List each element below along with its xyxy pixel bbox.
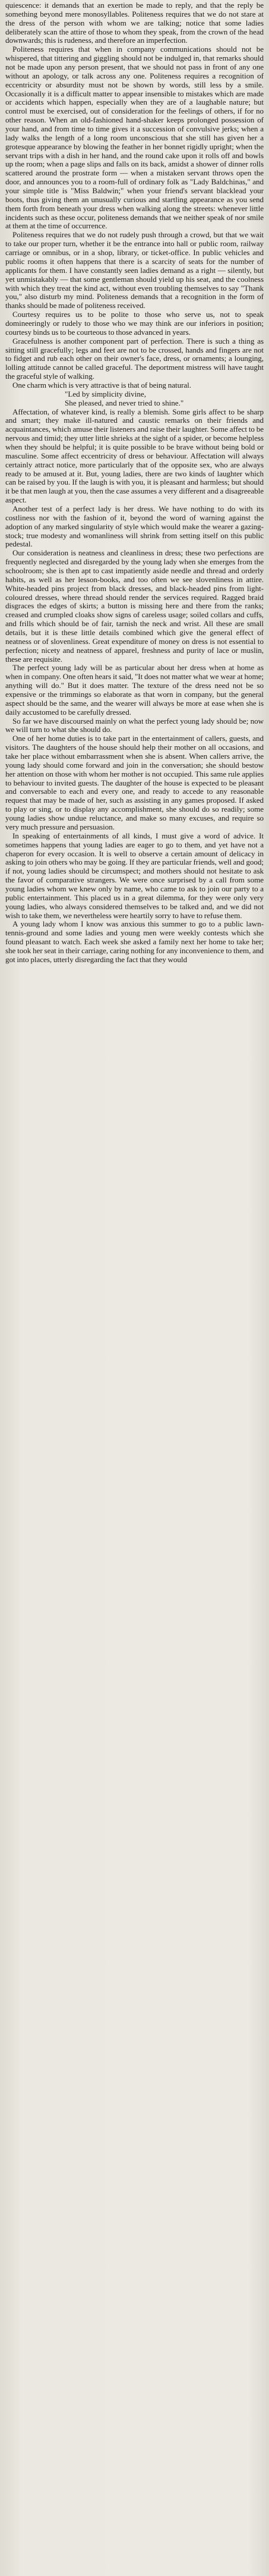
paragraph: quiescence: it demands that an exertion be made to reply, and that the reply be something beyond mere monosyllables. Politeness requires that we do not stare at the dress of the person with whom we are talking; notice that some ladies deliberately scan the attire of those to whom they speak, from the crown of the head downwards; this is rudeness, and therefore an imperfection. bbox=[5, 1, 264, 45]
paragraph: Our consideration is neatness and cleanliness in dress; these two perfections are frequently neglected and disregarded by the young lady when she emerges from the schoolroom; she is then apt to cast impatiently aside needle and thread and orderly habits, as well as her lesson-books, and too often we see slovenliness in attire. White-headed pins project from black dresses, and black-headed pins from light-coloured dresses, where thread should render the services required. Ragged braid disgraces the edges of skirts; a button is missing here and there from the ranks; creased and crumpled cloaks show signs of careless usage; soiled collars and cuffs, and frills which should be of fair, tarnish the neck and wrist. All these are small details, but it is these little details combined which give the general effect of neatness or of slovenliness. Great expenditure of money on dress is not essential to perfection; nicety and neatness of apparel, freshness and purity of lace or muslin, these are requisite. bbox=[5, 548, 264, 664]
paragraph: Courtesy requires us to be polite to those who serve us, not to speak domineeringly or rudely to those who we may think are our inferiors in position; courtesy binds us to be courteous to those advanced in years. bbox=[5, 310, 264, 337]
paragraph: Another test of a perfect lady is her dress. We have nothing to do with its costliness nor with the fashion of it, beyond the word of warning against the adoption of any marked singularity of style which would make the wearer a gazing-stock; true modesty and womanliness will shrink from setting itself on this public pedestal. bbox=[5, 504, 264, 549]
paragraph: Gracefulness is another component part of perfection. There is such a thing as sitting still gracefully; legs and feet are not to be crossed, hands and fingers are not to fidget and rub each other on their owner's face, dress, or ornaments; a lounging, lolling attitude cannot be called graceful. The deportment mistress will have taught the graceful style of walking. bbox=[5, 336, 264, 381]
verse-line: She pleased, and never tried to shine." bbox=[65, 398, 184, 407]
paragraph: One charm which is very attractive is that of being natural. bbox=[12, 380, 191, 389]
paragraph: Politeness requires that when in company communications should not be whispered, that tittering and giggling should not be indulged in, that remarks should not be made upon any person present, that we should not pass in front of any one without an apology, or talk across any one. Politeness requires a recognition of eccentricity or absurdity must not be shown by words, still less by a smile. Occasionally it is a difficult matter to appear insensible to mistakes which are made or accidents which happen, especially when they are of a laughable nature; but control must be exercised, out of consideration for the feelings of others, if for no other reason. When an old-fashioned hand-shaker keeps prolonged possession of your hand, and from time to time gives it a succession of convulsive jerks; when a lady walks the length of a long room unconscious that she still has given her a grotesque appearance by blowing the feather in her bonnet rigidly upright; when the servant trips with a dish in her hand, and the round cake upon it rolls off and bowls up the room; when a page slips and falls on its back, amidst a shower of dinner rolls scattered around the prostrate form — when a mistaken servant throws open the door, and announces you to a room-full of ordinary folk as "Lady Baldchinas," and your simple title is "Miss Baldwin;" when your friend's servant blacklead your boots, thus giving them an unusually curious and startling appearance as you send them forth from beneath your dress when walking along the streets: whenever little incidents such as these occur, politeness demands that we neither speak of nor smile at them at the time of occurrence. bbox=[5, 45, 264, 231]
paragraph: Affectation, of whatever kind, is really a blemish. Some girls affect to be sharp and smart; they make ill-natured and caustic remarks on their friends and acquaintances, which amuse their listeners and raise their laughter. Some affect to be nervous and timid; they utter little shrieks at the sight of a spider, or become helpless when they should be helpful; it is quite possible to be brave without being bold or masculine. Some affect eccentricity of dress or behaviour. Affectation will always certainly attract notice, more particularly that of the opposite sex, who are always ready to be amused at it. But, young ladies, there are two kinds of laughter which can be raised by you. If the laugh is with you, it is pleasant and harmless; but should it be that men laugh at you, then the case assumes a very different and a disagreeable aspect. bbox=[5, 407, 264, 505]
verse-line: "Led by simplicity divine, bbox=[65, 389, 146, 398]
paragraph: The perfect young lady will be as particular about her dress when at home as when in company. One often hears it said, "It does not matter what we wear at home; anything will do." But it does matter. The texture of the dress need not be so expensive or the trimmings so elaborate as that worn in company, but the general aspect should be the same, and the wearer will always be more at ease when she is daily accustomed to be carefully dressed. bbox=[5, 663, 264, 717]
paragraph: A young lady whom I know was anxious this summer to go to a public lawn-tennis-ground and some ladies and young men were weekly contests which she found pleasant to watch. Each week she asked a family next her home to take her; she took her seat in their carriage, caring nothing for any inconvenience to them, and got into places, utterly disregarding the fact that they would bbox=[5, 919, 264, 964]
paragraph: Politeness requires that we do not rudely push through a crowd, but that we wait to take our proper turn, whether it be the entrance into hall or public room, railway carriage or omnibus, or in a shop, library, or ticket-office. In public vehicles and public rooms it often happens that there is a scarcity of seats for the number of applicants for them. I have constantly seen ladies demand as a right — silently, but yet unmistakably — that some gentleman should yield up his seat, and the coolness with which they treat the kind act, without even troubling themselves to say "Thank you," also disturb my mind. Politeness demands that a recognition in the form of thanks should be made of politeness received. bbox=[5, 230, 264, 310]
paragraph: One of her home duties is to take part in the entertainment of callers, guests, and visitors. The daughters of the house should help their mother on all occasions, and take her place without embarrassment when she is absent. When callers arrive, the young lady should come forward and join in the conversation; she should bestow her attention on those with whom her mother is not occupied. This same rule applies to behaviour to invited guests. The daughter of the house is expected to be pleasant and conversable to each and every one, and ready to accede to any reasonable request that may be made of her, such as assisting in any games proposed. If asked to play or sing, or to display any accomplishment, she should do so readily; some young ladies show undue reluctance, and make so many excuses, and require so very much pressure and persuasion. bbox=[5, 734, 264, 831]
paragraph: So far we have discoursed mainly on what the perfect young lady should be; now we will turn to what she should do. bbox=[5, 716, 264, 734]
paragraph: In speaking of entertainments of all kinds, I must give a word of advice. It sometimes happens that young ladies are eager to go to them, and yet have not a chaperon for every occasion. It is well to observe a certain amount of delicacy in asking to join others who may be going. If they are particular friends, well and good; if not, young ladies should be circumspect; and mothers should not hesitate to ask the favor of comparative strangers. We were once surprised by a call from some young ladies whom we knew only by name, who came to ask to join our party to a public entertainment. This placed us in a great dilemma, for they were only very young ladies, who always considered themselves to be talked and, and we did not wish to take them, we nevertheless were heartily sorry to have to refuse them. bbox=[5, 831, 264, 920]
